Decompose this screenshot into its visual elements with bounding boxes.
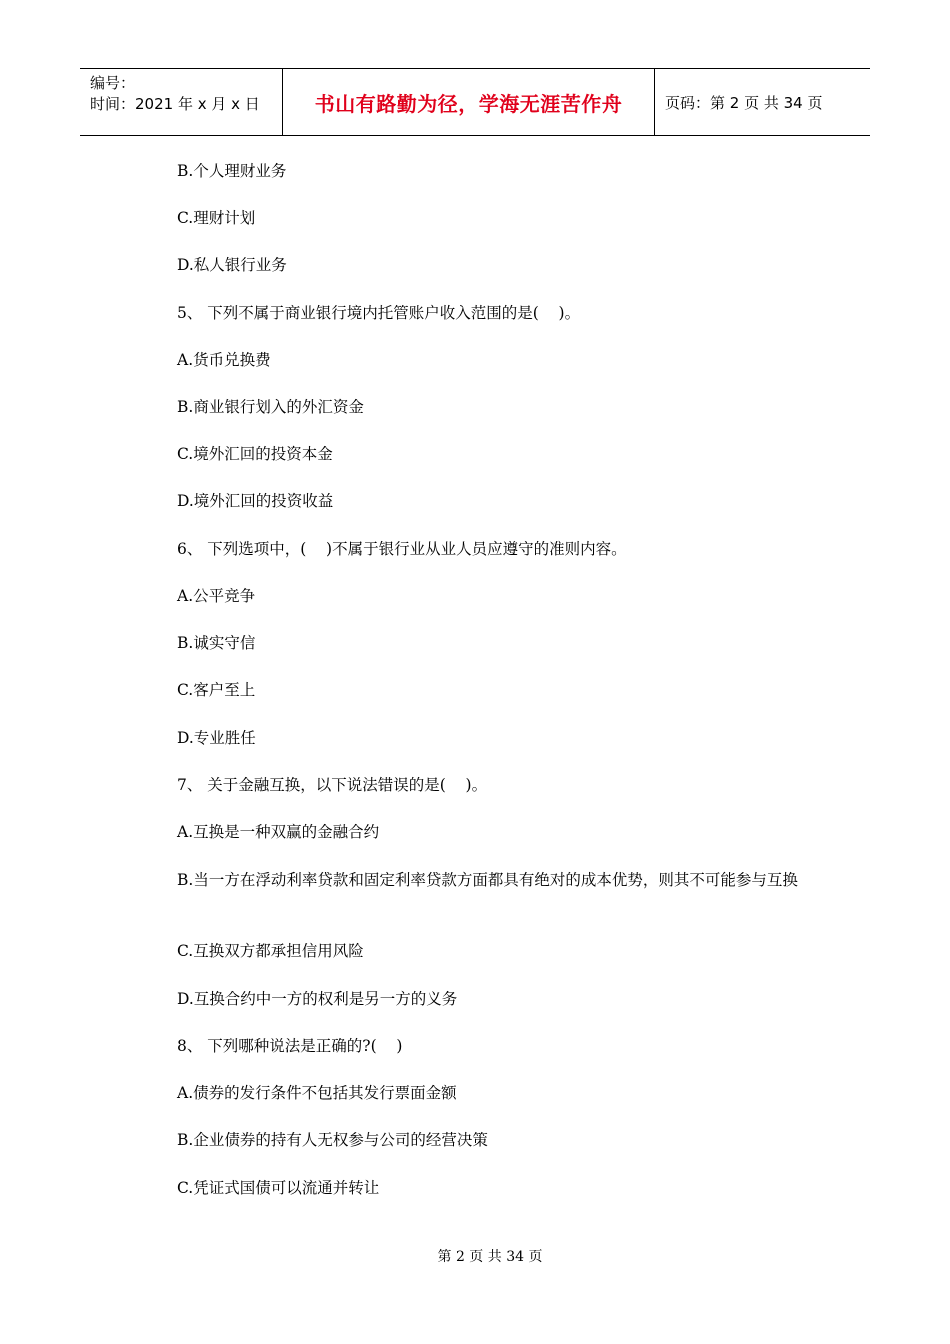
- header-number-label: 编号：: [90, 74, 136, 92]
- option-line: A.互换是一种双赢的金融合约: [177, 823, 380, 841]
- option-line: B.个人理财业务: [177, 162, 287, 180]
- question-line: 6、 下列选项中，( )不属于银行业从业人员应遵守的准则内容。: [177, 540, 627, 558]
- option-line: C.凭证式国债可以流通并转让: [177, 1179, 380, 1197]
- option-line: C.客户至上: [177, 681, 256, 699]
- option-line: B.商业银行划入的外汇资金: [177, 398, 364, 416]
- option-line: A.公平竞争: [177, 587, 256, 605]
- question-line: 7、 关于金融互换，以下说法错误的是( )。: [177, 776, 488, 794]
- header-motto: 书山有路勤为径，学海无涯苦作舟: [282, 69, 655, 135]
- option-line: A.债券的发行条件不包括其发行票面金额: [177, 1084, 457, 1102]
- option-line: D.境外汇回的投资收益: [177, 492, 334, 510]
- option-line: C.境外汇回的投资本金: [177, 445, 333, 463]
- header-meta: [80, 69, 282, 135]
- option-line: D.私人银行业务: [177, 256, 287, 274]
- question-line: 5、 下列不属于商业银行境内托管账户收入范围的是( )。: [177, 304, 581, 322]
- header-time-label: 时间：2021 年 x 月 x 日: [90, 95, 260, 113]
- option-line: A.货币兑换费: [177, 351, 271, 369]
- option-line: D.互换合约中一方的权利是另一方的义务: [177, 990, 458, 1008]
- header-page-info: 页码：第 2 页 共 34 页: [665, 93, 823, 112]
- option-line: B.企业债券的持有人无权参与公司的经营决策: [177, 1131, 488, 1149]
- option-line: C.互换双方都承担信用风险: [177, 942, 364, 960]
- question-line: 8、 下列哪种说法是正确的?( ): [177, 1037, 403, 1055]
- option-line: C.理财计划: [177, 209, 256, 227]
- page-footer: 第 2 页 共 34 页: [437, 1249, 543, 1265]
- document-header: [80, 68, 870, 136]
- option-line: B.诚实守信: [177, 634, 256, 652]
- option-line: B.当一方在浮动利率贷款和固定利率贷款方面都具有绝对的成本优势，则其不可能参与互换: [177, 871, 798, 889]
- option-line: D.专业胜任: [177, 729, 256, 747]
